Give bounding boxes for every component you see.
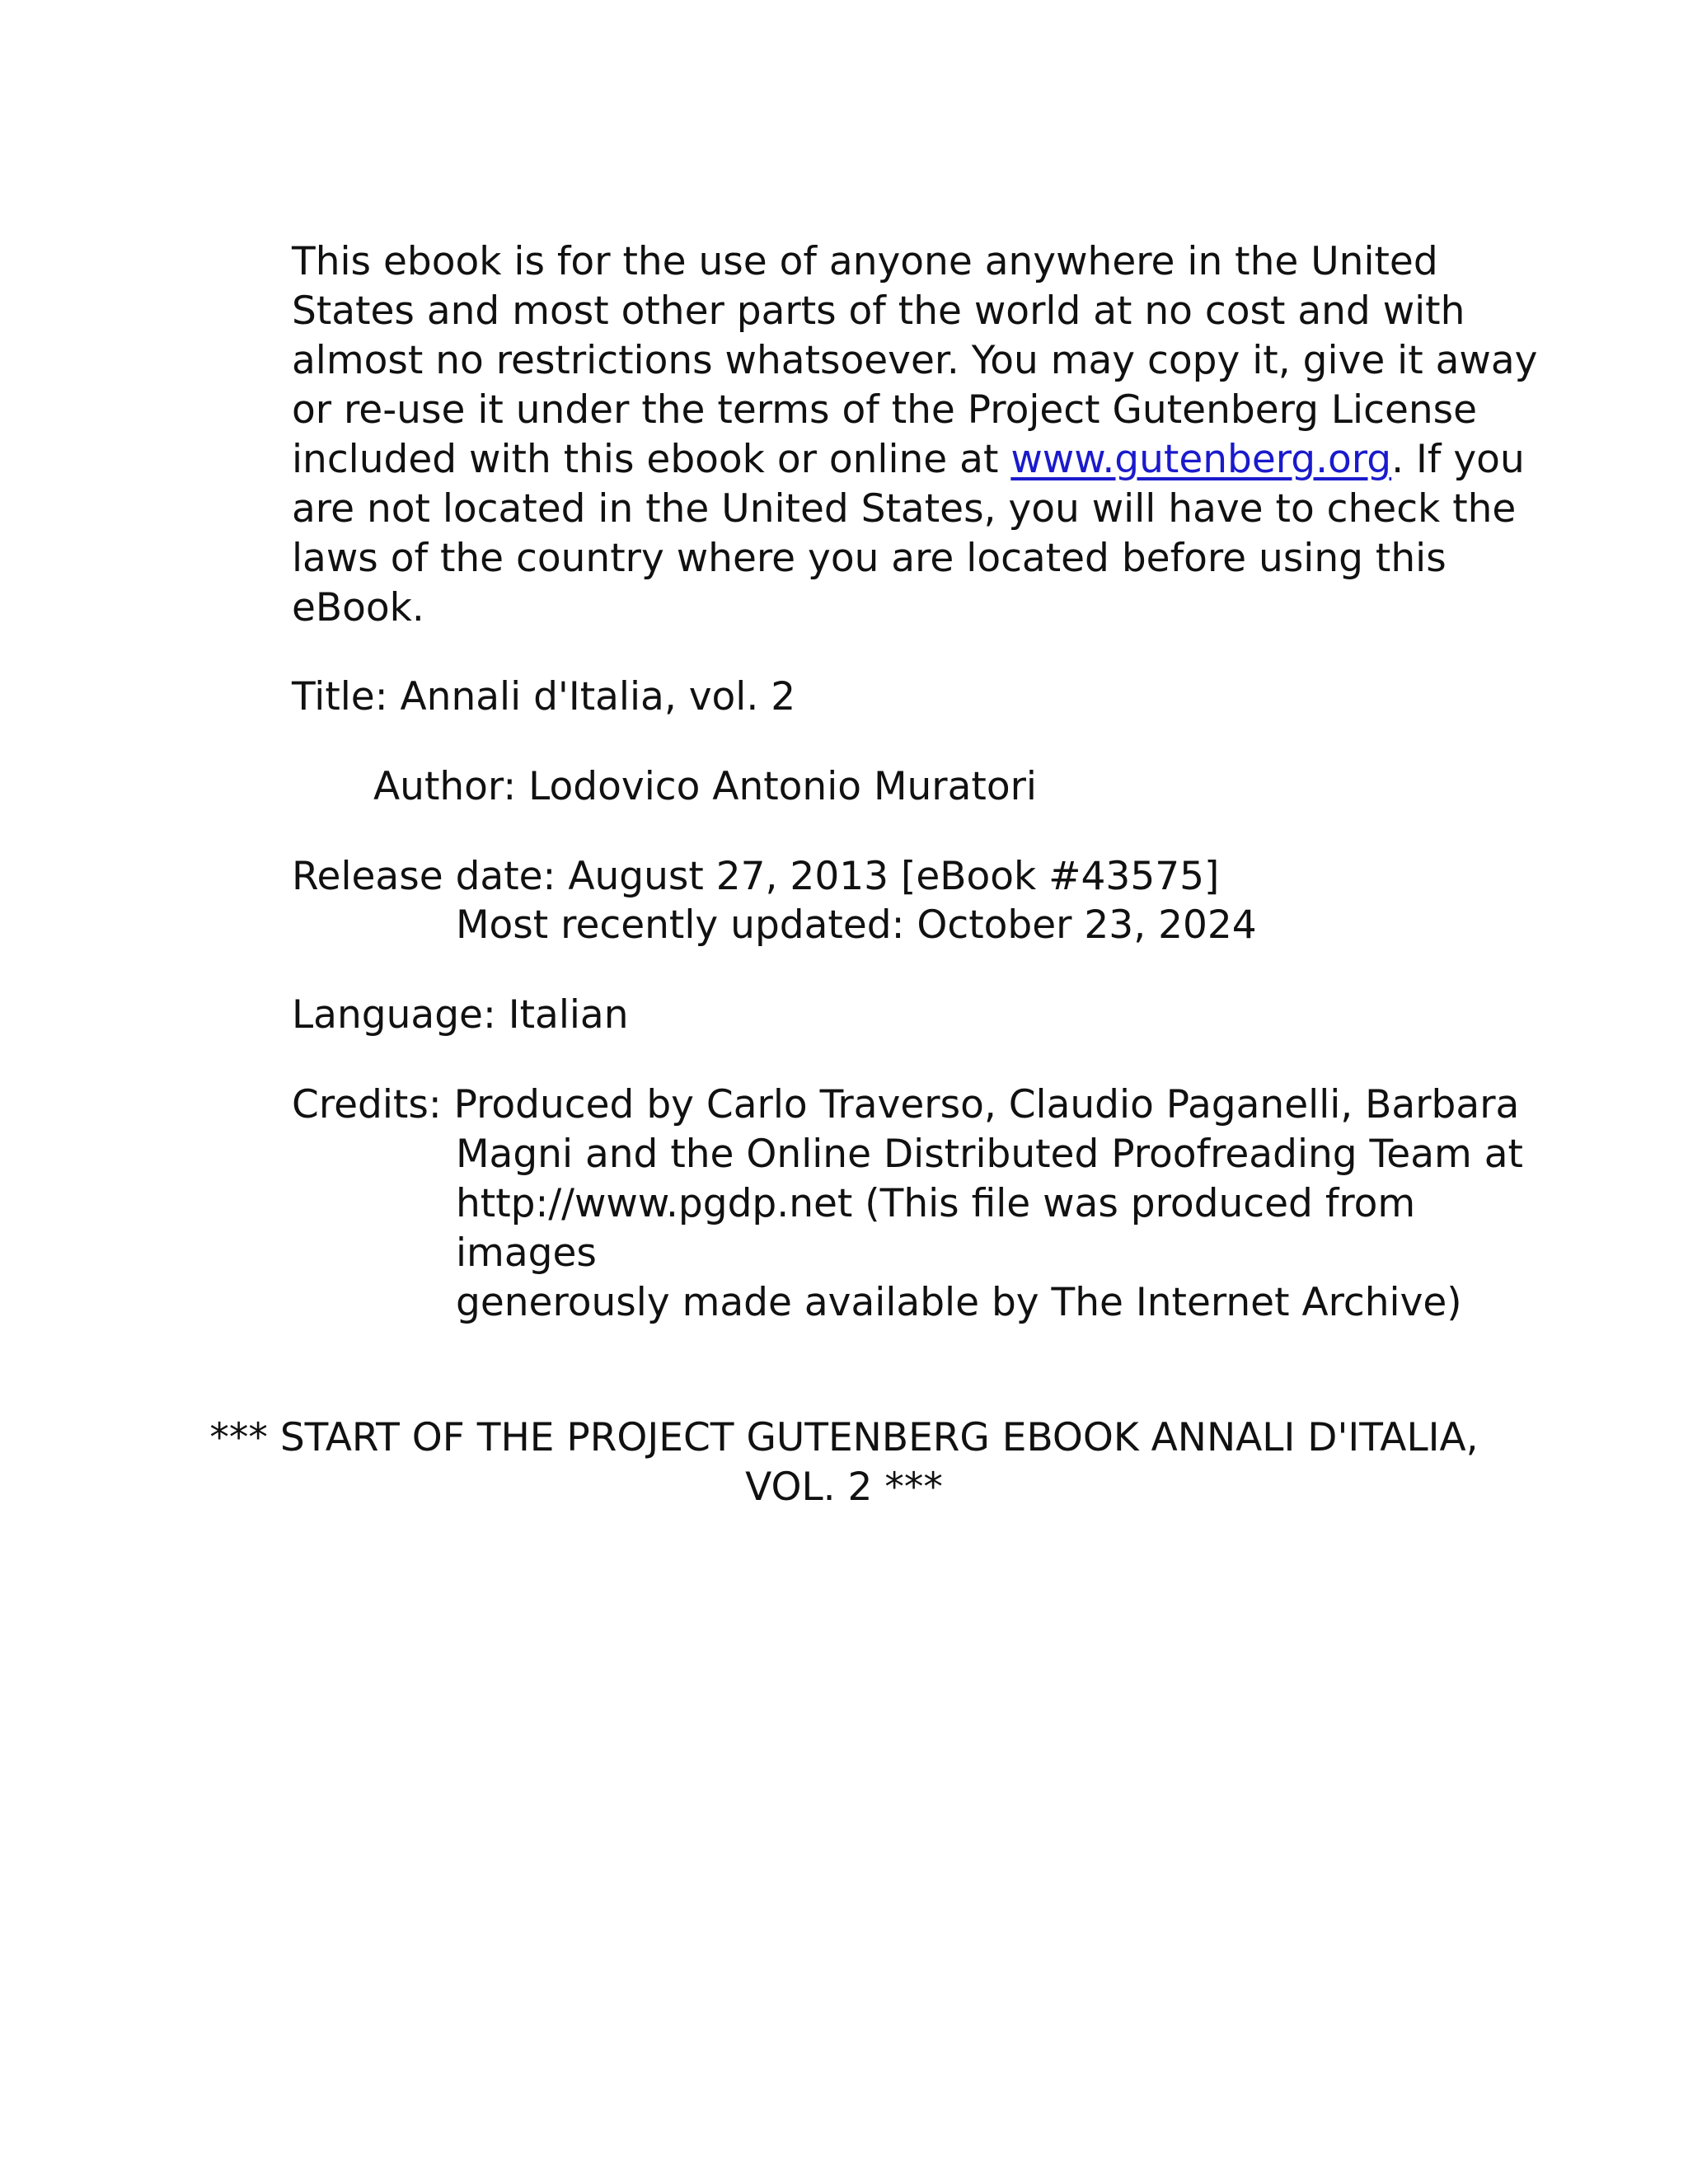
license-line: almost no restrictions whatsoever. You may copy it, give it away — [292, 338, 1538, 383]
license-text: . If you — [1391, 437, 1525, 482]
release-date: Release date: August 27, 2013 [eBook #43575] — [292, 854, 1220, 899]
credits-line: Magni and the Online Distributed Proofreading Team at — [456, 1132, 1523, 1177]
license-line: States and most other parts of the world at no cost and with — [292, 288, 1465, 334]
start-marker — [0, 1413, 1688, 1512]
book-title: Title: Annali d'Italia, vol. 2 — [292, 674, 796, 719]
start-marker-line: *** START OF THE PROJECT GUTENBERG EBOOK ANNALI D'ITALIA, — [209, 1415, 1479, 1460]
credits-line: Credits: Produced by Carlo Traverso, Claudio Paganelli, Barbara — [292, 1082, 1520, 1127]
license-line: are not located in the United States, you will have to check the — [292, 486, 1517, 532]
license-paragraph — [292, 237, 1537, 633]
license-line-with-link — [292, 435, 1537, 485]
license-line: eBook. — [292, 585, 424, 630]
credits-line: generously made available by The Internet Archive) — [456, 1280, 1462, 1325]
credits-line: images — [456, 1230, 597, 1276]
start-marker-line: VOL. 2 *** — [745, 1465, 943, 1510]
updated-date: Most recently updated: October 23, 2024 — [456, 902, 1257, 948]
license-line: or re-use it under the terms of the Project Gutenberg License — [292, 387, 1478, 433]
license-line: laws of the country where you are located before using this — [292, 536, 1447, 581]
book-language: Language: Italian — [292, 992, 629, 1038]
credits-continuation — [456, 1130, 1523, 1328]
gutenberg-link[interactable]: www.gutenberg.org — [1010, 437, 1392, 482]
credits-line: http://www.pgdp.net (This file was produced from — [456, 1181, 1416, 1226]
book-author: Author: Lodovico Antonio Muratori — [373, 764, 1037, 809]
license-line: This ebook is for the use of anyone anywhere in the United — [292, 239, 1438, 284]
license-text: included with this ebook or online at — [292, 437, 1011, 482]
